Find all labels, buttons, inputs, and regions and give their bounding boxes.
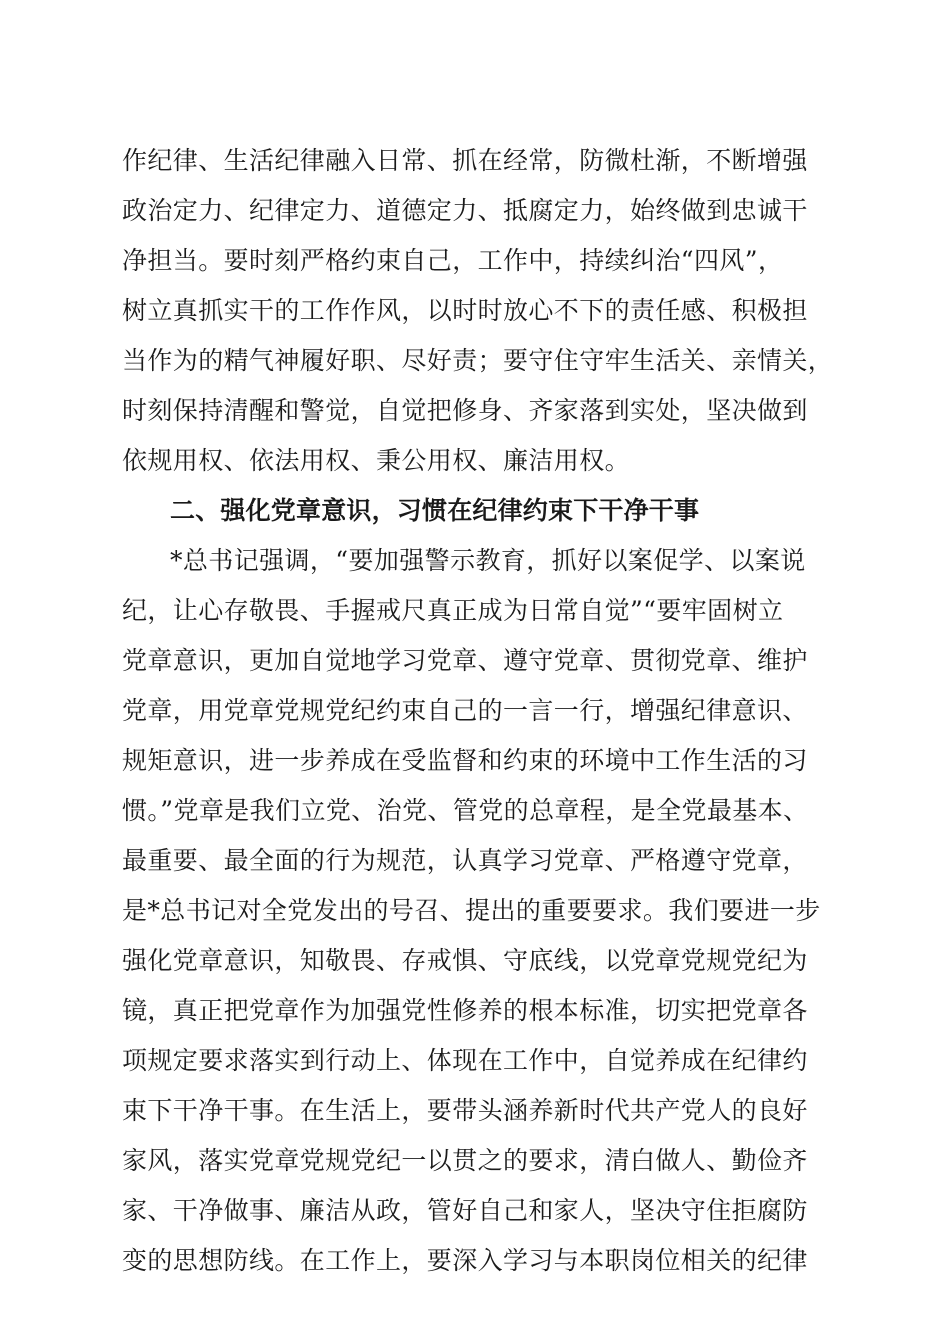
paragraph-line: 树立真抓实干的工作作风，以时时放心不下的责任感、积极担: [122, 296, 808, 325]
paragraph-line: 党章意识，更加自觉地学习党章、遵守党章、贯彻党章、维护: [122, 646, 808, 675]
paragraph-line: 项规定要求落实到行动上、体现在工作中，自觉养成在纪律约: [122, 1046, 808, 1075]
paragraph-line: 依规用权、依法用权、秉公用权、廉洁用权。: [122, 446, 631, 475]
paragraph-line: 家风，落实党章党规党纪一以贯之的要求，清白做人、勤俭齐: [122, 1146, 808, 1175]
paragraph-line: 政治定力、纪律定力、道德定力、抵腐定力，始终做到忠诚干: [122, 196, 808, 225]
paragraph-line: 束下干净干事。在生活上，要带头涵养新时代共产党人的良好: [122, 1096, 808, 1125]
paragraph-line: 当作为的精气神履好职、尽好责；要守住守牢生活关、亲情关，: [122, 346, 834, 375]
paragraph-line: 纪，让心存敬畏、手握戒尺真正成为日常自觉”“要牢固树立: [122, 596, 784, 625]
paragraph-line: 规矩意识，进一步养成在受监督和约束的环境中工作生活的习: [122, 746, 808, 775]
paragraph-line: 家、干净做事、廉洁从政，管好自己和家人，坚决守住拒腐防: [122, 1196, 808, 1225]
paragraph-line: 作纪律、生活纪律融入日常、抓在经常，防微杜渐，不断增强: [122, 146, 808, 175]
paragraph-line: 党章，用党章党规党纪约束自己的一言一行，增强纪律意识、: [122, 696, 808, 725]
paragraph-line: 净担当。要时刻严格约束自己，工作中，持续纠治“四风”，: [122, 246, 784, 275]
paragraph-line: *总书记强调，“要加强警示教育，抓好以案促学、以案说: [170, 546, 806, 575]
paragraph-line: 惯。”党章是我们立党、治党、管党的总章程，是全党最基本、: [122, 796, 809, 825]
section-heading: 二、强化党章意识，习惯在纪律约束下干净干事: [170, 496, 700, 525]
paragraph-line: 是*总书记对全党发出的号召、提出的重要要求。我们要进一步: [122, 896, 821, 925]
paragraph-line: 时刻保持清醒和警觉，自觉把修身、齐家落到实处，坚决做到: [122, 396, 808, 425]
paragraph-line: 最重要、最全面的行为规范，认真学习党章、严格遵守党章，: [122, 846, 808, 875]
paragraph-line: 镜，真正把党章作为加强党性修养的根本标准，切实把党章各: [122, 996, 808, 1025]
paragraph-line: 变的思想防线。在工作上，要深入学习与本职岗位相关的纪律: [122, 1246, 808, 1275]
paragraph-line: 强化党章意识，知敬畏、存戒惧、守底线，以党章党规党纪为: [122, 946, 808, 975]
